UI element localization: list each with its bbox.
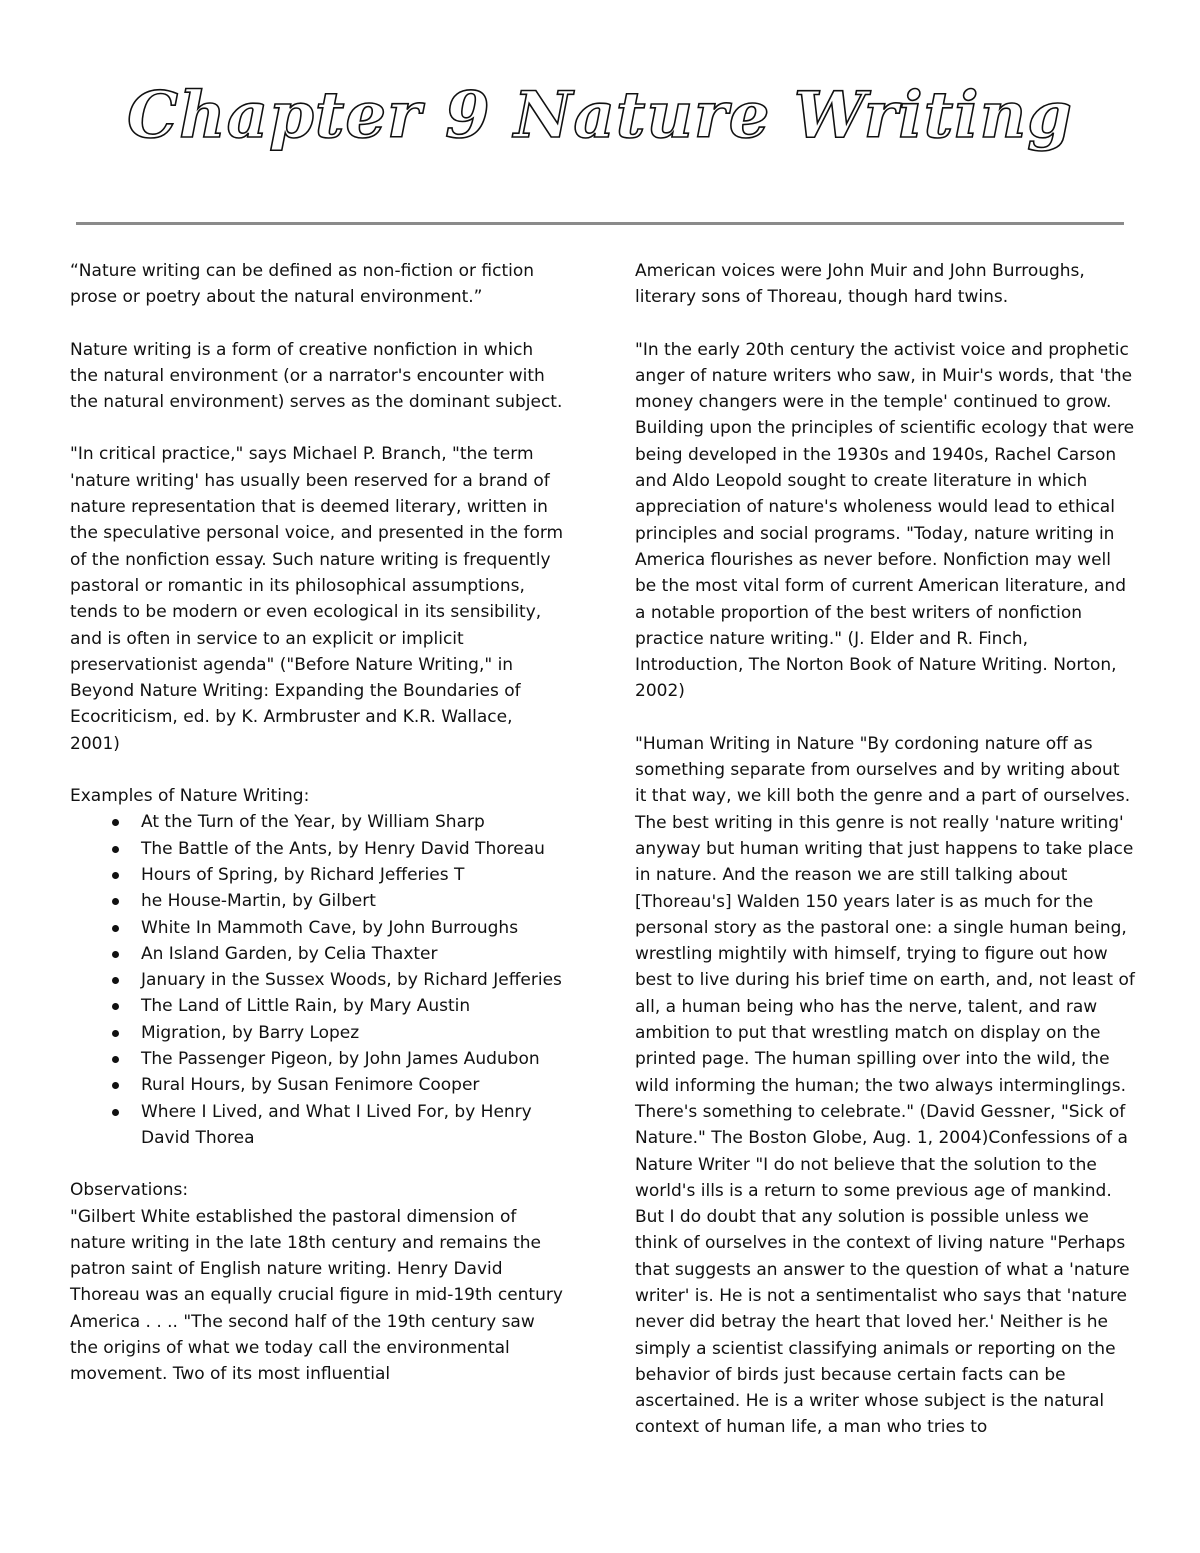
examples-list	[70, 809, 565, 1151]
list-item: Hours of Spring, by Richard Jefferies T	[70, 862, 565, 888]
bullet-icon	[112, 925, 119, 932]
bullet-icon	[112, 1030, 119, 1037]
list-item: Where I Lived, and What I Lived For, by Henry David Thorea	[70, 1099, 565, 1152]
list-item: The Land of Little Rain, by Mary Austin	[70, 993, 565, 1019]
right-column	[635, 258, 1135, 1467]
observations-heading: Observations:	[70, 1180, 189, 1201]
bullet-icon	[112, 1003, 119, 1010]
definition-paragraph: Nature writing is a form of creative nonfiction in which the natural environment (or a narrator's encounter with the natural environment) serves as the dominant subject.	[70, 339, 563, 413]
continuation-paragraph: American voices were John Muir and John Burroughs, literary sons of Thoreau, though hard twins.	[635, 261, 1085, 308]
branch-quote-paragraph: "In critical practice," says Michael P. Branch, "the term 'nature writing' has usually been reserved for a brand of nature representation that is deemed literary, written in the speculative personal voice, and presented in the form of the nonfiction essay. Such nature writing is frequently pastoral or romantic in its philosophical assumptions, tends to be modern or even ecological in its sensibility, and is often in service to an explicit or implicit preservationist agenda" ("Before Nature Writing," in Beyond Nature Writing: Expanding the Boundaries of Ecocriticism, ed. by K. Armbruster and K.R. Wallace, 2001)	[70, 444, 564, 754]
bullet-icon	[112, 846, 119, 853]
list-item: The Passenger Pigeon, by John James Audubon	[70, 1046, 565, 1072]
examples-heading: Examples of Nature Writing:	[70, 786, 310, 807]
page-title: Chapter 9 Nature Writing	[127, 78, 1073, 153]
observations-paragraph: "Gilbert White established the pastoral dimension of nature writing in the late 18th century and remains the patron saint of English nature writing. Henry David Thoreau was an equally crucial figure in mid-19th century America . . .. "The second half of the 19th century saw the origins of what we today call the environmental movement. Two of its most influential	[70, 1206, 563, 1385]
list-item: An Island Garden, by Celia Thaxter	[70, 941, 565, 967]
list-item: White In Mammoth Cave, by John Burroughs	[70, 915, 565, 941]
left-column	[70, 258, 565, 1414]
bullet-icon	[112, 872, 119, 879]
definition-quote: “Nature writing can be defined as non-fiction or fiction prose or poetry about the natural environment.”	[70, 261, 535, 308]
list-item: Migration, by Barry Lopez	[70, 1020, 565, 1046]
bullet-icon	[112, 1082, 119, 1089]
bullet-icon	[112, 1056, 119, 1063]
early-20th-century-paragraph: "In the early 20th century the activist voice and prophetic anger of nature writers who saw, in Muir's words, that 'the money changers were in the temple' continued to grow. Building upon the principles of scientific ecology that were being developed in the 1930s and 1940s, Rachel Carson and Aldo Leopold sought to create literature in which appreciation of nature's wholeness would lead to ethical principles and social programs. "Today, nature writing in America flourishes as never before. Nonfiction may well be the most vital form of current American literature, and a notable proportion of the best writers of nonfiction practice nature writing." (J. Elder and R. Finch, Introduction, The Norton Book of Nature Writing. Norton, 2002)	[635, 339, 1135, 702]
bullet-icon	[112, 898, 119, 905]
human-writing-paragraph: "Human Writing in Nature "By cordoning nature off as something separate from ourselves and by writing about it that way, we kill both the genre and a part of ourselves. The best writing in this genre is not really 'nature writing' anyway but human writing that just happens to take place in nature. And the reason we are still talking about [Thoreau's] Walden 150 years later is as much for the personal story as the pastoral one: a single human being, wrestling mightily with himself, trying to figure out how best to live during his brief time on earth, and, not least of all, a human being who has the nerve, talent, and raw ambition to put that wrestling match on display on the printed page. The human spilling over into the wild, the wild informing the human; the two always interminglings. There's something to celebrate." (David Gessner, "Sick of Nature." The Boston Globe, Aug. 1, 2004)Confessions of a Nature Writer "I do not believe that the solution to the world's ills is a return to some previous age of mankind. But I do doubt that any solution is possible unless we think of ourselves in the context of living nature "Perhaps that suggests an answer to the question of what a 'nature writer' is. He is not a sentimentalist who says that 'nature never did betray the heart that loved her.' Neither is he simply a scientist classifying animals or reporting on the behavior of birds just because certain facts can be ascertained. He is a writer whose subject is the natural context of human life, a man who tries to	[635, 733, 1135, 1438]
list-item: The Battle of the Ants, by Henry David Thoreau	[70, 836, 565, 862]
list-item: At the Turn of the Year, by William Sharp	[70, 809, 565, 835]
list-item: Rural Hours, by Susan Fenimore Cooper	[70, 1072, 565, 1098]
bullet-icon	[112, 977, 119, 984]
bullet-icon	[112, 819, 119, 826]
bullet-icon	[112, 1109, 119, 1116]
title-divider	[76, 222, 1124, 225]
list-item: he House-Martin, by Gilbert	[70, 888, 565, 914]
bullet-icon	[112, 951, 119, 958]
list-item: January in the Sussex Woods, by Richard Jefferies	[70, 967, 565, 993]
